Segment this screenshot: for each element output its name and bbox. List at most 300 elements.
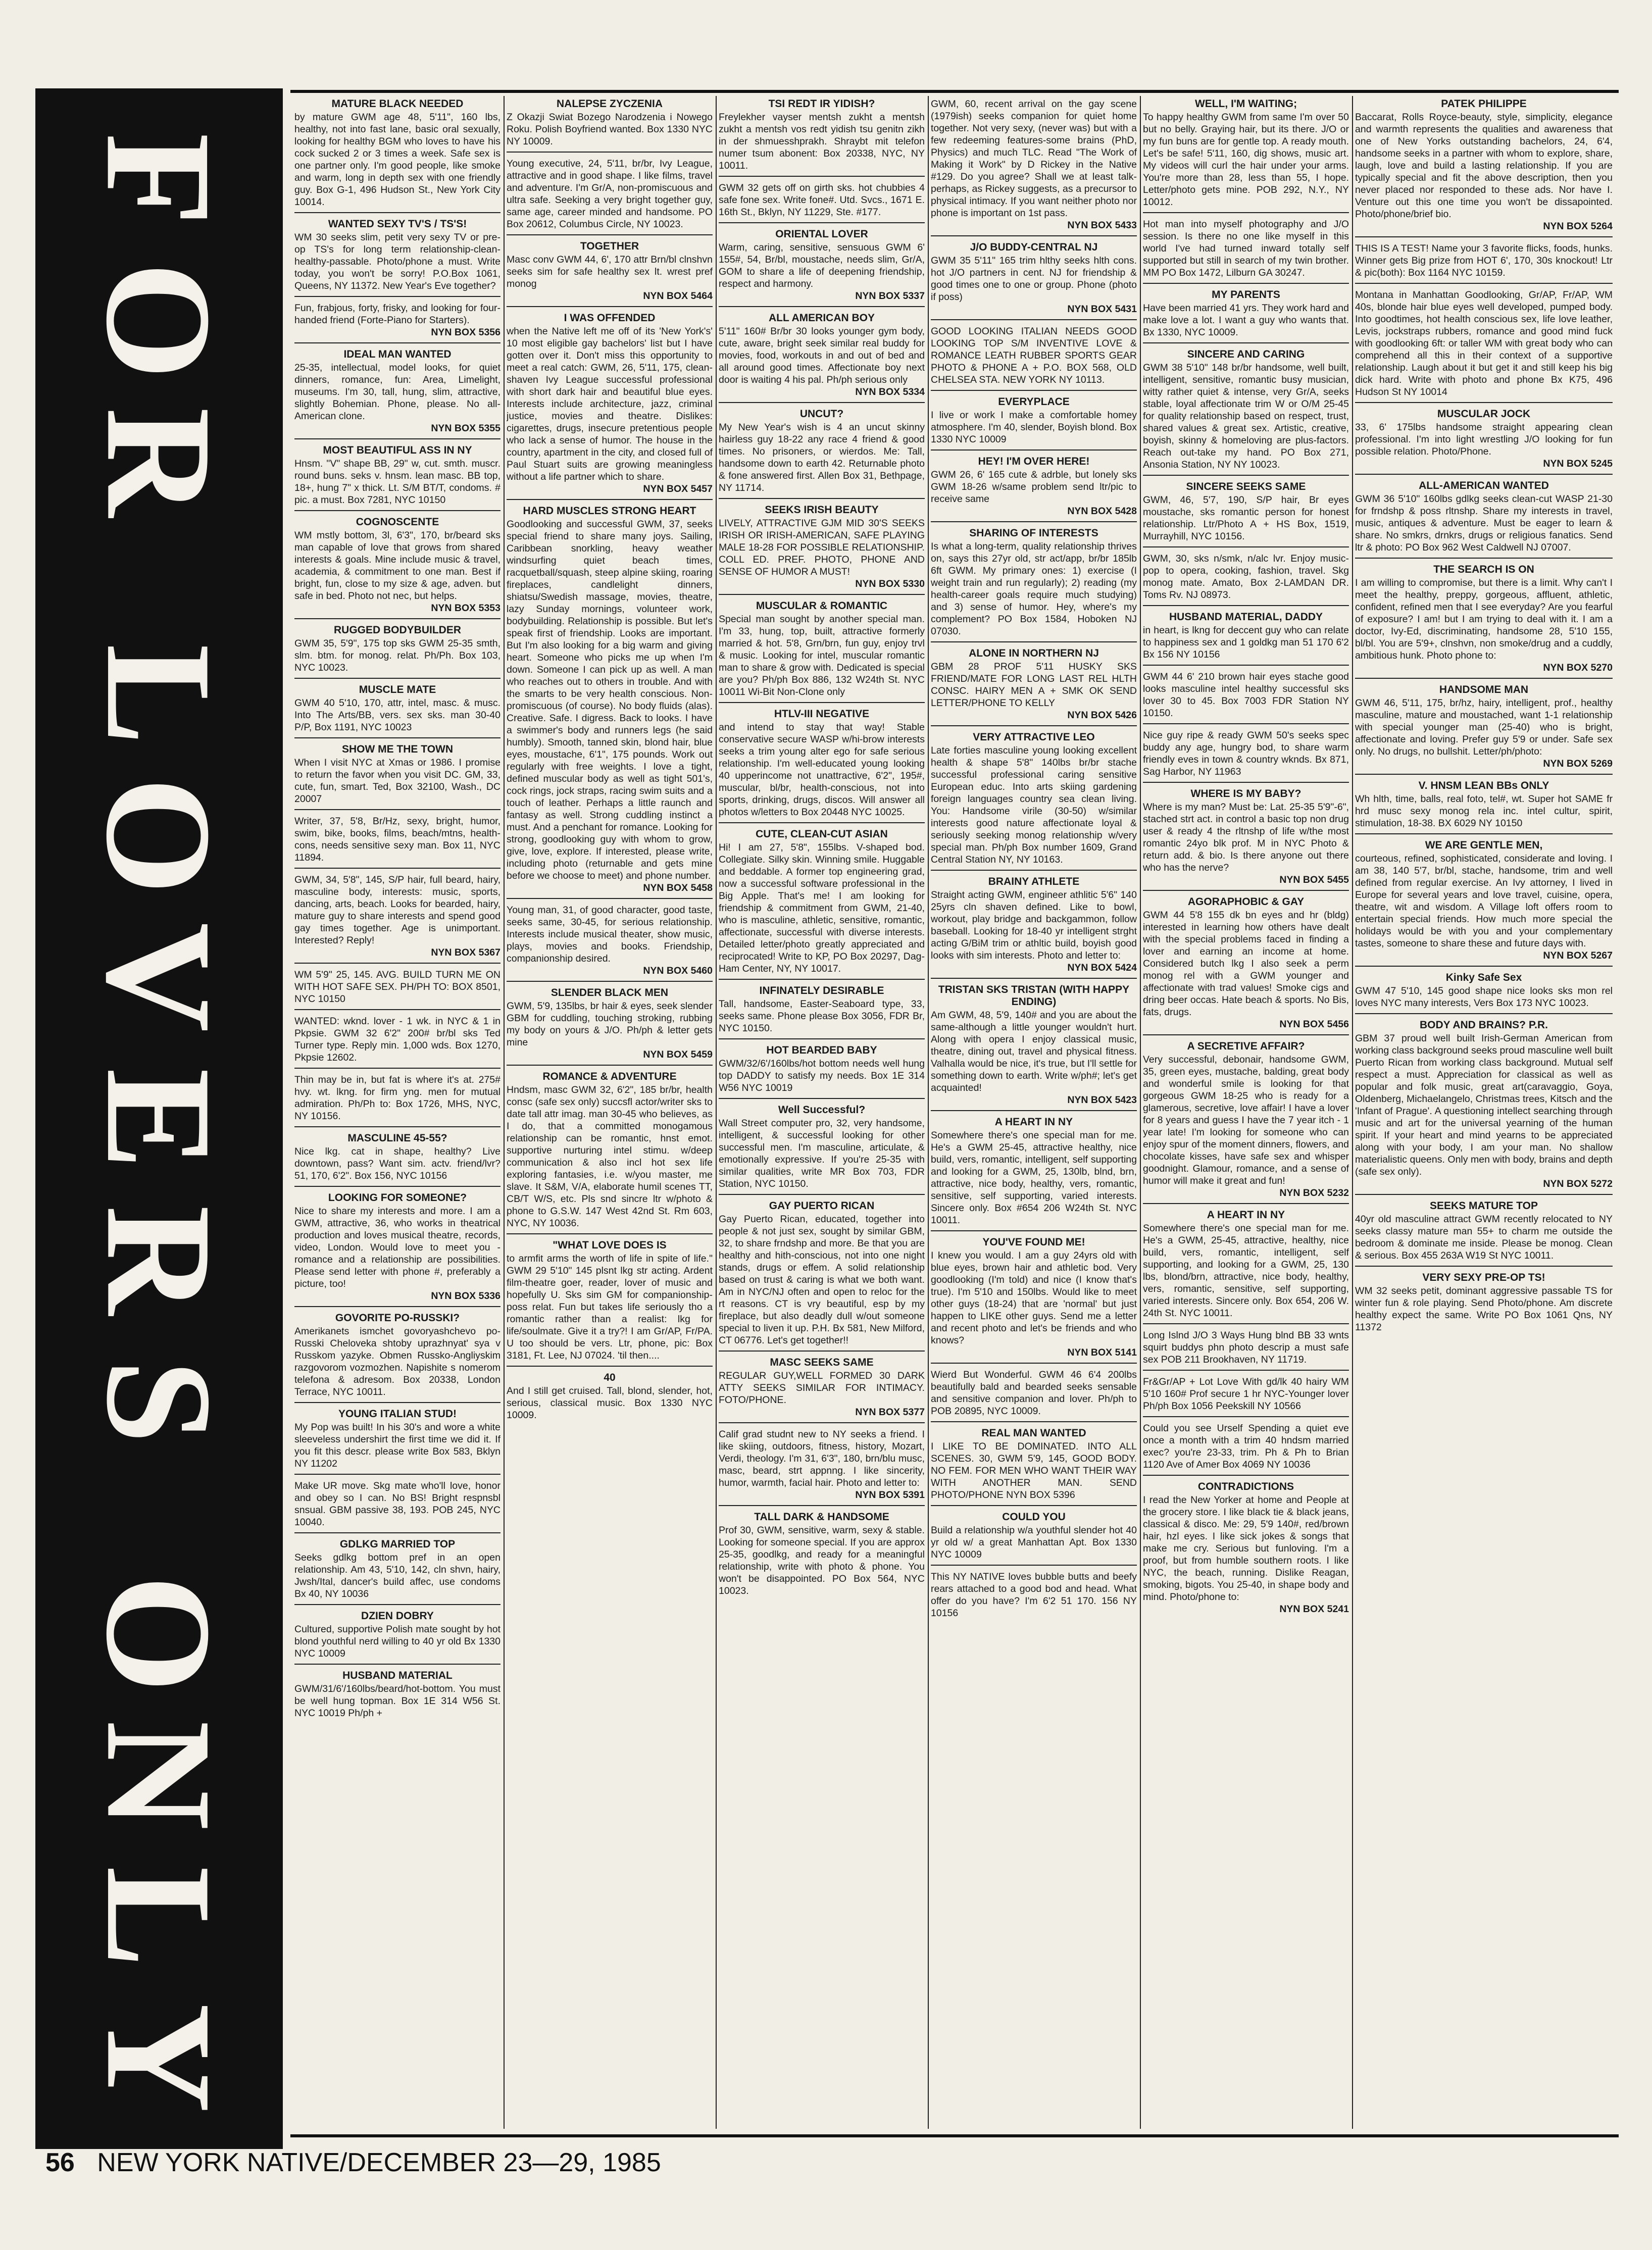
banner-word [75, 1563, 243, 2129]
classified-ad [294, 682, 500, 738]
ad-heading: Well Successful? [778, 1104, 866, 1116]
ad-box-number: NYN BOX 5367 [431, 947, 500, 958]
classified-ad [507, 238, 713, 307]
classified-ad [294, 1406, 500, 1475]
classified-ad [294, 1072, 500, 1127]
ad-heading: 40 [604, 1372, 616, 1383]
ad-body: Nice guy ripe & ready GWM 50's seeks spec buddy any age, hungry bod, to share warm friendly eves in town & country wknds. Bx 871, Sag Harbor, NY 11963 [1143, 730, 1349, 777]
ad-box-number: NYN BOX 5264 [1543, 221, 1613, 232]
ad-body: I knew you would. I am a guy 24yrs old with blue eyes, brown hair and athletic bod. Very goodlooking (I'm told) and nice (I know that's true). I'm 5'10 and 150lbs. Would like to meet other guys (18-24) that are 'normal' but just happen to LIKE other guys. Send me a letter and recent photo and let's be friends and who knows? [931, 1250, 1137, 1346]
classified-ad [1355, 1270, 1613, 1337]
ad-heading: WE ARE GENTLE MEN, [1425, 839, 1543, 851]
ad-box-number: NYN BOX 5272 [1543, 1178, 1613, 1189]
classified-ad [1143, 1420, 1349, 1476]
classified-ad [719, 180, 925, 223]
classified-ad [507, 1237, 713, 1367]
classified-ad [931, 394, 1137, 451]
classified-ad [294, 442, 500, 511]
classified-ad [1355, 287, 1613, 403]
ad-box-number: NYN BOX 5456 [1279, 1019, 1349, 1030]
classified-ad [1355, 1198, 1613, 1267]
ad-box-number: NYN BOX 5356 [431, 327, 500, 338]
page-footer [45, 2147, 661, 2178]
ad-heading: V. HNSM LEAN BBs ONLY [1418, 780, 1549, 791]
banner-letter: O [75, 1575, 243, 1693]
ad-box-number: NYN BOX 5336 [431, 1290, 500, 1302]
ad-body: 5'11" 160# Br/br 30 looks younger gym body, cute, aware, bright seek similar real buddy for movies, food, workouts in and out of bed and all around good times. Affectionate boy next door is waiting 4 his pal. Ph/ph serious only [719, 326, 925, 385]
classified-ad [931, 1114, 1137, 1231]
banner-letter: O [75, 262, 243, 380]
ad-heading: TRISTAN SKS TRISTAN (WITH HAPPY ENDING) [938, 984, 1130, 1008]
classified-ad [719, 1509, 925, 1601]
ad-body: Hi! I am 27, 5'8", 155lbs. V-shaped bod. Collegiate. Silky skin. Winning smile. Huggable and beddable. A former top engineering grad, now a successful software professional in the Big Apple. That's me! I am looking for friendship & commitment from GWM, 21-40, who is masculine, athletic, sensitive, romantic, affectionate, successful with diverse interests. Detailed letter/photo greatly appreciated and reciprocated! Write to KP, PO Box 20297, Dag-Ham Center, NY, NY 10017. [719, 842, 925, 974]
ad-box-number: NYN BOX 5459 [643, 1049, 713, 1060]
classified-ad [294, 1130, 500, 1187]
ad-body: GWM, 5'9, 135lbs, br hair & eyes, seek slender GBM for cuddling, touching stroking, rubbing my body on yours & J/O. Ph/ph & letter gets mine [507, 1001, 713, 1048]
column-6 [1355, 96, 1613, 2129]
ad-body: Young man, 31, of good character, good taste, seeks same, 30-45, for serious relationship. Interests include musical theater, show music, plays, movies and books. Friendship, companionship desired. [507, 905, 713, 964]
ad-body: GWM 35, 5'9", 175 top sks GWM 25-35 smth, slm. btm. for monog. relat. Ph/Ph. Box 103, NYC 10023. [294, 638, 500, 673]
ad-heading: CUTE, CLEAN-CUT ASIAN [756, 828, 888, 840]
ad-heading: WHERE IS MY BABY? [1190, 788, 1301, 799]
ad-heading: VERY SEXY PRE-OP TS! [1422, 1272, 1545, 1283]
ad-box-number: NYN BOX 5269 [1543, 758, 1613, 769]
ad-body: GWM 36 5'10" 160lbs gdlkg seeks clean-cut WASP 21-30 for frndshp & poss rltnshp. Share my interests in travel, music, antiques & adventure. Must be eager to learn & share. No smkrs, drnkrs, drugs or religious fanatics. Send ltr & photo: PO Box 962 West Caldwell NJ 07007. [1355, 493, 1613, 553]
banner-letter: E [75, 1068, 243, 1170]
classified-ad [719, 1102, 925, 1195]
ad-body: GWM, 46, 5'7, 190, S/P hair, Br eyes moustache, sks romantic person for honest relationship. Ltr/Photo A + HS Box, 1519, Murrayhill, NYC 10156. [1143, 494, 1349, 542]
ad-box-number: NYN BOX 5464 [643, 290, 713, 302]
ad-box-number: NYN BOX 5337 [855, 290, 925, 302]
classified-ad [1143, 287, 1349, 343]
ad-heading: YOU'VE FOUND ME! [982, 1236, 1085, 1248]
classified-ad [719, 406, 925, 499]
classified-ad [294, 967, 500, 1010]
classified-ad [1355, 778, 1613, 834]
ad-heading: SINCERE SEEKS SAME [1186, 481, 1306, 492]
classified-ad [719, 983, 925, 1039]
ad-body: I read the New Yorker at home and People at the grocery store. I like black tie & black jeans, classical & disco. Me: 29, 5'9 140#, red/brown hair, hzl eyes. I like sick jokes & songs that make me cry. Serious but funloving. I'm a proof, but from humble southern roots. I like NYC, the beach, running. Dislike Reagan, smoking, bigots. You 25-40, in shape body and mind. Photo/phone to: [1143, 1494, 1349, 1603]
classified-ad [294, 1310, 500, 1403]
banner-letter: Y [75, 2003, 243, 2113]
classified-ad [1143, 894, 1349, 1035]
classified-ad [931, 1234, 1137, 1364]
classified-ad [931, 1509, 1137, 1566]
ad-heading: WANTED SEXY TV'S / TS'S! [328, 218, 467, 230]
ad-heading: ROMANCE & ADVENTURE [542, 1071, 677, 1082]
ad-heading: ALONE IN NORTHERN NJ [969, 647, 1099, 659]
ad-box-number: NYN BOX 5241 [1279, 1604, 1349, 1615]
classified-ad [294, 216, 500, 297]
column-divider [1352, 96, 1353, 2129]
ad-body: by mature GWM age 48, 5'11", 160 lbs, healthy, not into fast lane, basic oral sexually, looking for healthy BGM who loves to have his cock sucked 2 or 3 times a week. Safe sex is one partner only. I'm good people, like smoke and warm, long in depth sex with one friendly guy. Box G-1, 496 Hudson St., New York City 10014. [294, 112, 500, 208]
ad-body: Goodlooking and successful GWM, 37, seeks special friend to share many joys. Sailing, Caribbean snorkling, heavy weather windsurfing quiet beach times, racquetball/squash, steep alpine skiing, roaring fireplaces, candlelight dinners, shiatsu/Swedish massage, movies, theatre, lazy Sunday mornings, volunteer work, bodybuilding. Relationship is possible. But let's speak first of friendship. Looks are important. But I'm also looking for a big warm and giving heart. Someone who picks me up when I'm down. Someone I can pick up as well. A man who reaches out to others in trouble. And with the smarts to be very health conscious. Non-promiscuous (of course). No body fluids (alas). Creative. Safe. I digress. Back to looks. I have a swimmer's body and runners legs (he said humbly). Smooth, tanned skin, blond hair, blue eyes, moustache, 6'1", 175 pounds. Work out regularly with free weights. I love a tight, defined muscular body as well as tight 501's, cock rings, jock straps, racing swim suits and a touch of leather. Perhaps a little raunch and fantasy as well. Strong cuddling instinct a must. And a penchant for romance. Looking for strong, goodlooking guy with whom to grow, give, love, explore. If interested, please write, including photo (returnable and gets mine before we choose to meet) and phone number. [507, 519, 713, 881]
ad-body: Amerikanets ismchet govoryashchevo po-Russki Cheloveka shtoby uprazhnyat' sya v Russkom yazyke. Obmen Russko-Angliyskim razgovorom vozmozhen. Napishite s nomerom telefona & adresom. Box 20338, London Terrace, NYC 10011. [294, 1326, 500, 1397]
classified-ad [1143, 669, 1349, 724]
ad-heading: CONTRADICTIONS [1197, 1481, 1294, 1492]
ad-box-number: NYN BOX 5141 [1067, 1347, 1137, 1358]
ad-body: Long Islnd J/O 3 Ways Hung blnd BB 33 wnts squirt buddys phn photo descrip a must safe sex POB 211 Brookhaven, NY 11719. [1143, 1330, 1349, 1365]
ad-heading: RUGGED BODYBUILDER [333, 624, 461, 636]
ad-box-number: NYN BOX 5270 [1543, 662, 1613, 673]
ad-body: To happy healthy GWM from same I'm over 50 but no belly. Graying hair, but its there. J/O or my fun buns are for gentle top. A ready mouth. Let's be safe! 5'11, 160, dig shows, music art. My videos will curl the hair under your arms. You're more than 28, less than 55, I hope. Letter/photo gets mine. POB 292, N.Y., NY 10012. [1143, 112, 1349, 208]
ad-body: When I visit NYC at Xmas or 1986. I promise to return the favor when you visit DC. GM, 33, cute, fun, smart. Ted, Box 32100, Wash., DC 20007 [294, 757, 500, 805]
ad-body: Hnsm. "V" shape BB, 29" w, cut. smth. muscr. round buns. seks v. hnsm. lean masc. BB top, 18+, hung 7" x thick. Lt. S/M BT/T, condoms. # pic. a must. Box 7281, NYC 10150 [294, 458, 500, 506]
classified-ad [294, 96, 500, 213]
ad-heading: MASCULINE 45-55? [347, 1132, 447, 1144]
classified-ad [719, 1355, 925, 1423]
classified-ad [294, 1536, 500, 1605]
classified-ad [719, 226, 925, 307]
ad-heading: ALL-AMERICAN WANTED [1419, 480, 1549, 491]
classified-ad [294, 1478, 500, 1533]
ad-box-number: NYN BOX 5245 [1543, 458, 1613, 469]
ad-body: Z Okazji Swiat Bozego Narodzenia i Nowego Roku. Polish Boyfriend wanted. Box 1330 NYC NY 10009. [507, 112, 713, 147]
classified-ad [1143, 1374, 1349, 1417]
ad-body: Somewhere there's one special man for me. He's a GWM 25-45, attractive healthy, nice build, vers, romantic, intelligent, self supporting and looking for a GWM, 25, 130lb, blnd, brn, attractive, nice body, healthy, vers, romantic, sensitive, self supporting, varied interests. Sincere only. Box #654 206 W24th St. NYC 10011. [931, 1130, 1137, 1226]
ad-body: Somewhere there's one special man for me. He's a GWM, 25-45, attractive, healthy, nice build, vers, romantic, intelligent, self supporting, and looking for a GWM, 25, 130 lbs, blond/brn, attractive, nice body, healthy, vers, romantic, sensitive, self supporting, varied interests. Sincere only. Box 654, 206 W. 24th St. NYC 10011. [1143, 1223, 1349, 1319]
ad-body: Wh hlth, time, balls, real foto, tel#, wt. Super hot SAME fr hrd musc sexy monog rela inc. intel cultur, spirit, stimulation, 18-38. BX 6029 NY 10150 [1355, 793, 1613, 829]
ad-box-number: NYN BOX 5431 [1067, 304, 1137, 315]
ad-body: Have been married 41 yrs. They work hard and make love a lot. I want a guy who wants that. Bx 1330, NYC 10009. [1143, 303, 1349, 338]
column-divider [1140, 96, 1141, 2129]
column-2 [507, 96, 713, 2129]
banner-word [75, 109, 243, 533]
ad-box-number: NYN BOX 5433 [1067, 220, 1137, 231]
classified-ad [719, 1198, 925, 1352]
ad-heading: MOST BEAUTIFUL ASS IN NY [323, 444, 472, 456]
ad-heading: SLENDER BLACK MEN [550, 987, 669, 998]
ad-body: courteous, refined, sophisticated, considerate and loving. I am 38, 140 5'7, br/bl, stache, handsome, trim and well defined from regular exercise. An Ivy attorney, I lived in Europe for several years and love travel, cuisine, opera, theatre, wit and wisdom. A Village loft offers room to entertain special friends. How much more special the holidays would be with you and your complementary tastes, someone to share these and future days with. [1355, 853, 1613, 949]
ad-box-number: NYN BOX 5353 [431, 603, 500, 614]
ad-box-number: NYN BOX 5377 [855, 1407, 925, 1418]
ad-body: Freylekher vayser mentsh zukht a mentsh zukht a mentsh vos redt yidish tsu genitn zikh in der shmuesshprakh. Shraybt mit telefon numer tsum abonent: Box 20338, NYC, NY 10011. [719, 112, 925, 171]
classified-ad [1355, 478, 1613, 559]
ad-box-number: NYN BOX 5457 [643, 483, 713, 494]
banner-for-lovers-only [35, 88, 283, 2149]
ad-heading: SEEKS MATURE TOP [1430, 1200, 1538, 1212]
classified-ad [294, 1013, 500, 1069]
column-divider [928, 96, 929, 2129]
ad-box-number: NYN BOX 5355 [431, 423, 500, 434]
ad-body: I LIKE TO BE DOMINATED. INTO ALL SCENES. 30, GWM 5'9, 145, GOOD BODY. NO FEM. FOR MEN WHO WANT THEIR WAY WITH ANOTHER MAN. SEND PHOTO/PHONE NYN BOX 5396 [931, 1441, 1137, 1501]
ad-heading: BODY AND BRAINS? P.R. [1420, 1019, 1548, 1031]
ad-heading: YOUNG ITALIAN STUD! [338, 1408, 457, 1420]
ad-body: Wierd But Wonderful. GWM 46 6'4 200lbs beautifully bald and bearded seeks sensable and sensitive companion and lover. Ph/ph to POB 20895, NYC 10009. [931, 1369, 1137, 1417]
ad-body: Warm, caring, sensitive, sensuous GWM 6' 155#, 54, Br/bl, moustache, needs slim, Gr/A, GOM to share a life of deepening friendship, respect and harmony. [719, 242, 925, 289]
classified-ad [931, 982, 1137, 1111]
ad-body: REGULAR GUY,WELL FORMED 30 DARK ATTY SEEKS SIMILAR FOR INTIMACY. FOTO/PHONE. [719, 1370, 925, 1406]
ad-body: And I still get cruised. Tall, blond, slender, hot, serious, classical music. Box 1330 NYC 10009. [507, 1385, 713, 1421]
ad-body: and intend to stay that way! Stable conservative secure WASP w/hi-brow interests seeks a trim young alter ego for safe serious relationship. I'm well-educated young looking 40 upperincome not unattractive, 6'2", 195#, muscular, bl/br, health-conscious, not into sports, drinking, drugs, discos. Will answer all photos w/letters to Box 20448 NYC 10025. [719, 722, 925, 818]
ad-body: GWM 38 5'10" 148 br/br handsome, well built, intelligent, sensitive, romantic busy musician, witty rather quiet & intense, very Gr/A, seeks stable, loyal affectionate trim W or O/M 25-45 for quality relationship based on respect, trust, shared values & great sex. Artistic, creative, boyish, skinny & homeloving are plus-factors. Reach out-take my hand. PO Box 271, Ansonia Station, NY NY 10023. [1143, 362, 1349, 470]
classified-ad [1143, 551, 1349, 606]
ad-body: GWM/31/6'/160lbs/beard/hot-bottom. You must be well hung topman. Box 1E 314 W56 St. NYC 10019 Ph/ph + [294, 1683, 500, 1719]
ad-body: when the Native left me off of its 'New York's' 10 most eligible gay bachelors' list but I have gotten over it. Don't miss this opportunity to meet a real catch: GWM, 26, 5'11, 175, clean-shaven Ivy League successful professional with short dark hair and beautiful blue eyes. Interests include architecture, jazz, criminal justice, movies and theatre. Dislikes: cigarettes, drugs, insecure pretentious people who lack a sense of humor. The house in the country, apartment in the city, and closed full of Paul Stuart suits are growing meaningless without a life partner which to share. [507, 326, 713, 482]
ad-body: My New Year's wish is 4 an uncut skinny hairless guy 18-22 any race 4 friend & good times. No prisoners, or wierdos. Me: Tall, handsome down to earth 42. Returnable photo & fone answered first. Allen Box 31, Bethpage, NY 11714. [719, 422, 925, 493]
ad-body: Hot man into myself photography and J/O session. Is there no one like myself in this world I've had turned inward totally self supported but still in search of my twin brother. MM PO Box 1472, Lilburn GA 30247. [1143, 219, 1349, 278]
classified-ad [1143, 1038, 1349, 1204]
ad-heading: AGORAPHOBIC & GAY [1187, 896, 1305, 908]
ad-heading: A HEART IN NY [994, 1116, 1073, 1128]
classified-ad [294, 1190, 500, 1307]
ad-body: GWM 44 5'8 155 dk bn eyes and hr (bldg) interested in learning how others have dealt with the special problems faced in finding a lover and earning an income at home. Considered butch lkg I also seek a perm monog rel with a GWM younger and affectionate with trad values! Smoke cigs and dring beer occas. Hate beach & sports. No Bis, fats, drugs. [1143, 910, 1349, 1018]
ad-box-number: NYN BOX 5455 [1279, 874, 1349, 885]
ad-body: WM 30 seeks slim, petit very sexy TV or pre-op TS's for long term relationship-clean-healthy-passable. Photo/phone a must. Write today, you won't be sorry! P.O.Box 1061, Queens, NY 11372. New Year's Eve together? [294, 232, 500, 291]
ad-heading: SINCERE AND CARING [1187, 348, 1305, 360]
ad-box-number: NYN BOX 5426 [1067, 710, 1137, 721]
column-divider [504, 96, 505, 2129]
classified-ad [1143, 479, 1349, 547]
ad-body: Make UR move. Skg mate who'll love, honor and obey so I can. No BS! Bright respnsbl snsual. GBM passive 38, 193. POB 245, NYC 10040. [294, 1480, 500, 1528]
ad-body: Cultured, supportive Polish mate sought by hot blond youthful nerd willing to 40 yr old Bx 1330 NYC 10009 [294, 1624, 500, 1659]
banner-letter: O [75, 777, 243, 895]
classified-ad [507, 96, 713, 153]
ad-body: Straight acting GWM, engineer athlitic 5'6" 140 25yrs cln shaven defined. Like to bowl, workout, play bridge and backgammon, follow baseball. Looking for 18-40 yr intelligent strght acting G/BiM trim or athltic build, boyish good looks with sim interests. Photo and letter to: [931, 889, 1137, 961]
classified-ad [294, 741, 500, 810]
ad-body: Wall Street computer pro, 32, very handsome, intelligent, & successful looking for other successful men. I'm masculine, articulate, & emotionally expressive. If you're 25-35 with similar qualities, write MR Box 703, FDR Station, NYC 10150. [719, 1118, 925, 1189]
classified-ad [719, 1426, 925, 1506]
ad-body: Nice to share my interests and more. I am a GWM, attractive, 36, who works in theatrical production and loves musical theatre, records, video, London. Would love to meet you - romance and a relationship are possibilities. Please send letter with phone #, preferably a picture, too! [294, 1206, 500, 1289]
column-3 [719, 96, 925, 2129]
ad-heading: EVERYPLACE [998, 396, 1070, 408]
ad-body: GWM, 60, recent arrival on the gay scene (1979ish) seeks companion for quiet home together. Not very sexy, (never was) but with a few redeeming features-some brains (PhD, Physics) and much TLC. Read "The Work of Making it Work" by D Rickey in the Native #129. Do you agree? Shall we at least talk-perhaps, as Rickey suggests, as a precursor to physical intimacy. If you want neither photo nor phone is important on 1st pass. [931, 98, 1137, 219]
classified-ad [719, 1042, 925, 1099]
classified-ad [507, 902, 713, 982]
classified-ad [294, 346, 500, 439]
ad-body: Baccarat, Rolls Royce-beauty, style, simplicity, elegance and warmth represents the qualities and awareness that one of New Yorks outstanding bachelors, 24, 6'4, handsome seeks in a partner with whom to explore, share, laugh, love and build a lasting relationship. If you are typically special and fit the above description, then you never placed nor responded to these ads. Nor have I. Venture out this one time you won't be dissapointed. Photo/phone/brief bio. [1355, 112, 1613, 220]
ad-body: Hndsm, masc GWM 32, 6'2", 185 br/br, health consc (safe sex only) succsfl actor/writer sks to date tall attr imag. man 30-45 who believes, as I do, that a committed monogamous relationship can be romantic, hnst emot. supportive nurturing intel stimu. w/deep communication & also incl hot sex life exploring fantasies, i.e. w/you master, me slave. It S&M, V/A, elaborate humil scenes TT, CB/T W/S, etc. Pls snd sincre ltr w/photo & phone to G.S.W. 147 West 42nd St. Rm 603, NYC, NY 10036. [507, 1084, 713, 1229]
ad-heading: TOGETHER [580, 240, 639, 252]
ad-body: Seeks gdlkg bottom pref in an open relationship. Am 43, 5'10, 142, cln shvn, hairy, Jwsh/Ital, dancer's build affec, use condoms Bx 40, NY 10036 [294, 1552, 500, 1599]
classified-ad [294, 872, 500, 964]
ad-body: GWM 40 5'10, 170, attr, intel, masc. & musc. Into The Arts/BB, vers. sex sks. man 30-40 P/P, Box 1191, NYC 10023 [294, 697, 500, 733]
ad-box-number: NYN BOX 5424 [1067, 962, 1137, 973]
ad-body: GBM 28 PROF 5'11 HUSKY SKS FRIEND/MATE FOR LONG LAST REL HLTH CONSC. HAIRY MEN A + SMK OK SEND LETTER/PHONE TO KELLY [931, 661, 1137, 709]
ad-box-number: NYN BOX 5334 [855, 386, 925, 397]
ad-heading: COULD YOU [1002, 1511, 1066, 1523]
classified-ad [931, 1367, 1137, 1422]
ad-heading: TALL DARK & HANDSOME [754, 1511, 889, 1523]
classified-ad [294, 622, 500, 679]
ad-heading: MUSCLE MATE [359, 684, 436, 695]
ad-heading: GDLKG MARRIED TOP [339, 1538, 456, 1550]
classified-ad [507, 503, 713, 899]
classified-ad [507, 1069, 713, 1234]
ad-heading: LOOKING FOR SOMEONE? [328, 1192, 467, 1204]
ad-heading: HUSBAND MATERIAL, DADDY [1169, 611, 1323, 623]
ad-body: GOOD LOOKING ITALIAN NEEDS GOOD LOOKING TOP S/M INVENTIVE LOVE & ROMANCE LEATH RUBBER SPORTS GEAR PHOTO & PHONE A + P.O. BOX 568, OLD CHELSEA STA. NEW YORK NY 10113. [931, 326, 1137, 385]
ad-heading: IDEAL MAN WANTED [343, 348, 452, 360]
ad-heading: WELL, I'M WAITING; [1194, 98, 1297, 110]
ad-heading: INFINATELY DESIRABLE [759, 985, 884, 996]
ad-body: I live or work I make a comfortable homey atmosphere. I'm 40, slender, Boyish blond. Box 1330 NYC 10009 [931, 410, 1137, 445]
ad-body: Young executive, 24, 5'11, br/br, Ivy League, attractive and in good shape. I like films, travel and adventure. I'm Gr/A, non-promiscuous and ultra safe. Seeking a very bright together guy, same age, career minded and handsome. PO Box 20612, Columbus Circle, NY 10023. [507, 158, 713, 230]
ad-heading: VERY ATTRACTIVE LEO [973, 731, 1095, 743]
ad-heading: NALEPSE ZYCZENIA [556, 98, 663, 110]
classified-ad [931, 323, 1137, 391]
ad-heading: A HEART IN NY [1207, 1209, 1285, 1221]
ad-body: 25-35, intellectual, model looks, for quiet dinners, romance, fun: Area, Limelight, museums. I'm 30, tall, hung, slim, attractive, slightly Bohemian. Phone, please. No all-American clone. [294, 362, 500, 422]
ad-heading: HARD MUSCLES STRONG HEART [523, 505, 696, 517]
ad-body: Masc conv GWM 44, 6', 170 attr Brn/bl clnshvn seeks sim for safe healthy sex lt. wrest pref monog [507, 254, 713, 289]
ad-body: This NY NATIVE loves bubble butts and beefy rears attached to a good bod and head. What offer do you have? I'm 6'2 51 170. 156 NY 10156 [931, 1571, 1137, 1619]
ad-heading: UNCUT? [799, 408, 844, 420]
classified-ad [1143, 346, 1349, 476]
classified-ad [1143, 1327, 1349, 1371]
ad-body: WM 32 seeks petit, dominant aggressive passable TS for winter fun & role playing. Send Photo/phone. Am discrete healthy expect the same. Write PO Box 1061 Qns, NY 11372 [1355, 1285, 1613, 1333]
classified-ad [931, 525, 1137, 642]
ad-box-number: NYN BOX 5267 [1543, 950, 1613, 961]
classified-ad [931, 96, 1137, 236]
ad-body: I am willing to compromise, but there is a limit. Why can't I meet the healthy, preppy, gorgeous, affluent, athletic, confident, refined men that I see everyday? Are you fearful of exposure? I am! but I am trying to deal with it. I am a doctor, Ivy-Ed, discriminating, handsome 28, 5'10 155, bl/bl. You are 5'9+, clnshvn, non smoke/drug and a cuddly, ambitious hunk. Photo phone to: [1355, 577, 1613, 661]
ad-body: GWM 47 5'10, 145 good shape nice looks sks mon rel loves NYC many interests, Vers Box 173 NYC 10023. [1355, 985, 1613, 1009]
classified-ad [931, 729, 1137, 871]
classified-ad [1143, 1207, 1349, 1324]
ad-body: GWM/32/6'/160lbs/hot bottom needs well hung top DADDY to satisfy my needs. Box 1E 314 W56 NYC 10019 [719, 1058, 925, 1093]
ad-heading: ORIENTAL LOVER [775, 228, 868, 240]
classified-ad [931, 874, 1137, 979]
ad-heading: SEEKS IRISH BEAUTY [765, 504, 879, 516]
ad-heading: HANDSOME MAN [1439, 684, 1529, 695]
ad-body: Prof 30, GWM, sensitive, warm, sexy & stable. Looking for someone special. If you are approx 25-35, goodlkg, and ready for a meaningful relationship, write with photo & phone. You won't be disappointed. PO Box 564, NYC 10023. [719, 1525, 925, 1596]
ad-heading: HTLV-III NEGATIVE [774, 708, 870, 720]
ad-heading: GAY PUERTO RICAN [769, 1200, 875, 1212]
classified-ad [1143, 786, 1349, 891]
banner-letter: R [75, 1205, 243, 1315]
classified-ad [507, 156, 713, 235]
ad-body: GWM 44 6' 210 brown hair eyes stache good looks masculine intel healthy successful sks lover 30 to 45. Box 7003 FDR Station NY 10150. [1143, 671, 1349, 719]
ad-body: Thin may be in, but fat is where it's at. 275# hvy. wt. lkng. for firm yng. men for mutual admiration. Ph/Ph to: Box 1726, MHS, NYC, NY 10156. [294, 1074, 500, 1122]
ad-body: Very successful, debonair, handsome GWM, 35, green eyes, mustache, balding, great body and wonderful smile is looking for that gorgeous GWM 18-25 who is ready for a glamerous, secretive, love affair! I have a lover for 8 years and guess I have the 7 year itch - 1 year late! I'm looking for someone who can enjoy spur of the moment dinners, flowers, and chocolate kisses, have safe sex and whisper goodnight. Glamour, romance, and a sense of humor will make it great and fun! [1143, 1054, 1349, 1186]
ad-heading: THE SEARCH IS ON [1433, 564, 1534, 575]
ad-body: Fun, frabjous, forty, frisky, and looking for four-handed friend (Forte-Piano for Starters). [294, 303, 500, 326]
ad-body: GWM, 30, sks n/smk, n/alc lvr. Enjoy music-pop to opera, cooking, fashion, travel. Skg monog mate. Amato, Box 2-LAMDAN DR. Toms Rv. NJ 08973. [1143, 553, 1349, 601]
ad-heading: HEY! I'M OVER HERE! [978, 456, 1090, 467]
ad-body: GWM 35 5'11" 165 trim hlthy seeks hlth cons. hot J/O partners in cent. NJ for friendship & good times one to one or group. Phone (photo if poss) [931, 255, 1137, 303]
ad-body: 40yr old masculine attract GWM recently relocated to NY seeks classy mature man 55+ to charm me outside the bedroom & dominate me inside. Please be monog. Clean & serious. Box 455 263A W19 St NYC 10011. [1355, 1214, 1613, 1261]
ad-box-number: NYN BOX 5458 [643, 882, 713, 893]
ad-body: LIVELY, ATTRACTIVE GJM MID 30'S SEEKS IRISH OR IRISH-AMERICAN, SAFE PLAYING MALE 18-28 FOR POSSIBLE RELATIONSHIP. COLL ED. PREF. PHOTO, PHONE AND SENSE OF HUMOR A MUST! [719, 518, 925, 577]
ad-body: GWM 46, 5'11, 175, br/hz, hairy, intelligent, prof., healthy masculine, mature and moustached, want 1-1 relationship with special younger man (25-40) who is bright, affectionate and loving. Prefer guy 5'9 or under. Safe sex only. No drugs, no bullshit. Letter/ph/photo: [1355, 697, 1613, 757]
ad-body: Late forties masculine young looking excellent health & shape 5'8" 140lbs br/br stache successful professional caring sensitive European educ. Into arts skiing gardening foreign languages country sea clean living. You: Handsome virile (30-50) w/similar interests good nature affectionate loyal & seriously seeking monog relationship w/very special man. Ph/ph Box number 1609, Grand Central Station NY, NY 10163. [931, 745, 1137, 865]
ad-box-number: NYN BOX 5232 [1279, 1187, 1349, 1198]
banner-letter: L [75, 643, 243, 745]
banner-letter: R [75, 407, 243, 517]
classified-ad [931, 1425, 1137, 1506]
banner-letter: F [75, 133, 243, 226]
classified-ad [1143, 1479, 1349, 1619]
column-1 [294, 96, 500, 2129]
classified-ad [1355, 682, 1613, 775]
ad-body: WANTED: wknd. lover - 1 wk. in NYC & 1 in Pkpsie. GWM 32 6'2" 200# br/bl sks Ted Turner type. Reply min. 1,000 wds. Box 1270, Pkpsie 12602. [294, 1016, 500, 1063]
ad-body: THIS IS A TEST! Name your 3 favorite flicks, foods, hunks. Winner gets Big prize from HOT 6', 170, 30s knockout! Ltr & pic(both): Box 1164 NYC 10159. [1355, 243, 1613, 278]
banner-letter: L [75, 1866, 243, 1968]
classified-ad [294, 1668, 500, 1723]
classified-ad [1355, 837, 1613, 967]
ad-body: in heart, is lkng for deccent guy who can relate to happiness sex and 1 goldkg man 51 170 6'2 Bx 156 NY 10156 [1143, 625, 1349, 660]
classified-ad [1355, 562, 1613, 679]
classified-ad [719, 310, 925, 403]
ad-body: GWM, 34, 5'8", 145, S/P hair, full beard, hairy, masculine body, interests: music, sports, dancing, arts, beach. Looks for bearded, hairy, mature guy to share interests and spend good gay times together. Age is unimportant. Interested? Reply! [294, 874, 500, 946]
classified-ad [507, 310, 713, 500]
ad-body: WM 5'9" 25, 145. AVG. BUILD TURN ME ON WITH HOT SAFE SEX. PH/PH TO: BOX 8501, NYC 10150 [294, 969, 500, 1005]
classified-ad [1143, 96, 1349, 213]
classified-ad [1355, 1017, 1613, 1195]
ad-body: Build a relationship w/a youthful slender hot 40 yr old w/ a great Manhattan Apt. Box 1330 NYC 10009 [931, 1525, 1137, 1560]
ad-heading: ALL AMERICAN BOY [769, 312, 875, 324]
ad-heading: "WHAT LOVE DOES IS [553, 1239, 667, 1251]
classified-ad [719, 96, 925, 177]
ad-heading: MUSCULAR JOCK [1437, 408, 1531, 420]
ad-body: Tall, handsome, Easter-Seaboard type, 33, seeks same. Phone please Box 3056, FDR Br, NYC 10150. [719, 998, 925, 1034]
ad-body: Writer, 37, 5'8, Br/Hz, sexy, bright, humor, swim, bike, books, films, beach/mtns, health-cons, needs sensitive sexy man. Box 11, NYC 11894. [294, 816, 500, 863]
ad-box-number: NYN BOX 5391 [855, 1489, 925, 1501]
ad-body: Gay Puerto Rican, educated, together into people & not just sex, sought by similar GBM, 32, to share frndshp and more. Be that you are healthy and hith-conscious, not into one night stands, drugs or effem. A solid relationship based on trust & caring is what we both want. Am in NYC/NJ often and open to reloc for the rt reasons. CT is vry beautiful, esp by my fireplace, but also deadly dull w/out someone special to liven it up. P.H. Bx 581, New Milford, CT 06776. Let's get together!! [719, 1214, 925, 1346]
ad-heading: SHARING OF INTERESTS [969, 527, 1098, 539]
ad-heading: BRAINY ATHLETE [988, 876, 1080, 887]
classified-ad [931, 239, 1137, 320]
classified-ad [294, 300, 500, 343]
classified-ad [931, 645, 1137, 726]
column-divider [716, 96, 717, 2129]
banner-letter: N [75, 1720, 243, 1830]
ad-body: WM mstly bottom, 3l, 6'3", 170, br/beard sks man capable of love that grows from shared interests & goals. Mine include music & travel, academia, & commitment to one man. Best if bright, fun, close to my size & age, adven. but safe in bed. Photo not nec, but helps. [294, 530, 500, 602]
classified-ad [294, 813, 500, 869]
classified-ad [719, 598, 925, 703]
classified-ad [507, 1370, 713, 1425]
classified-ad [1143, 216, 1349, 284]
classified-ad [1355, 96, 1613, 237]
classified-ad [507, 985, 713, 1066]
classified-ad [1143, 727, 1349, 783]
ad-heading: PATEK PHILIPPE [1441, 98, 1527, 110]
banner-letter: V [75, 922, 243, 1032]
ad-heading: HUSBAND MATERIAL [342, 1670, 453, 1681]
ad-heading: MUSCULAR & ROMANTIC [756, 600, 888, 612]
classified-ad [294, 514, 500, 619]
ad-body: My Pop was built! In his 30's and wore a white sleeveless undershirt the first time we did it. If you fit this descr. please write Box 583, Bklyn NY 11202 [294, 1422, 500, 1469]
classified-ad [719, 502, 925, 595]
column-5 [1143, 96, 1349, 2129]
ad-body: 33, 6' 175lbs handsome straight appearing clean professional. I'm into light wrestling J/O looking for fun possible relation. Photo/Phone. [1355, 422, 1613, 457]
ad-heading: Kinky Safe Sex [1445, 972, 1522, 983]
ad-heading: DZIEN DOBRY [361, 1610, 434, 1622]
ad-heading: MY PARENTS [1212, 289, 1280, 301]
ad-body: Could you see Urself Spending a quiet eve once a month with a trim 40 hndsm married exec? you're 23-33, trim. Ph & Ph to Brian 1120 Ave of Amer Box 4069 NY 10036 [1143, 1423, 1349, 1470]
ad-heading: MASC SEEKS SAME [770, 1357, 874, 1368]
ad-body: Calif grad studnt new to NY seeks a friend. I like skiing, outdoors, fitness, history, Mozart, Verdi, theology. I'm 31, 6'3", 180, brn/blu musc, masc, beard, strt appnng. I like sincerity, humor, warmth, facial hair. Photo and letter to: [719, 1429, 925, 1488]
ad-box-number: NYN BOX 5330 [855, 578, 925, 589]
ad-heading: HOT BEARDED BABY [766, 1044, 877, 1056]
classified-ad [294, 1608, 500, 1665]
ad-body: Special man sought by another special man. I'm 33, hung, top, built, attractive formerly married & hot. 5'8, Grn/brn, fun guy, enjoy trvl & music. Looking for intel, muscular romantic man to share & grow with. Dedicated is special are you? Ph/ph Box 886, 132 W24th St. NYC 10011 Wi-Bit Non-Clone only [719, 614, 925, 697]
ad-heading: I WAS OFFENDED [564, 312, 656, 324]
classified-ad [719, 826, 925, 980]
banner-letter: S [75, 1359, 243, 1444]
ad-body: Am GWM, 48, 5'9, 140# and you are about the same-although a little younger wouldn't hurt. Along with opera I enjoy classical music, theatre, dining out, travel and physical fitness. Valhalla would be nice, it's true, but I'll settle for something down to earth. Write w/ph#; let's get acquainted! [931, 1010, 1137, 1093]
classified-ad [931, 1569, 1137, 1623]
ad-body: Nice lkg. cat in shape, healthy? Live downtown, pass? Want sim. actv. friend/lvr? 51, 170, 6'2". Box 156, NYC 10156 [294, 1146, 500, 1181]
banner-word [75, 624, 243, 1472]
ad-heading: REAL MAN WANTED [981, 1427, 1086, 1439]
classified-ad [1355, 406, 1613, 475]
ad-body: GWM 26, 6' 165 cute & adrble, but lonely sks GWM 18-26 w/same problem send ltr/pic to receive same [931, 469, 1137, 505]
ad-body: Where is my man? Must be: Lat. 25-35 5'9"-6", stached strt act. in control a basic top non drug user & ready 4 the rltnshp of life w/the most romantic 24yo blk prof. M in NYC Photo & return add. & bio. Is there anyone out there who has the nerve? [1143, 802, 1349, 873]
classified-ad [719, 706, 925, 823]
page-number: 56 [45, 2148, 75, 2177]
ad-body: GBM 37 proud well built Irish-German American from working class background seeks proud masculine well built Puerto Rican from working class background. Mutual self respect a must. Appreciation for classical as well as popular and folk music, great art(caravaggio, Goya, Oldenberg, Michaelangelo, Christmas trees, Kitsch and the 'Infant of Prague'. A questioning intellect searching through music and art for the universal yearning of the human spirit. If your heart and mind yearns to be appreciated along with your body, I am your man. No shallow materialistic queens. Only men with body, brains and depth (safe sex only). [1355, 1033, 1613, 1177]
